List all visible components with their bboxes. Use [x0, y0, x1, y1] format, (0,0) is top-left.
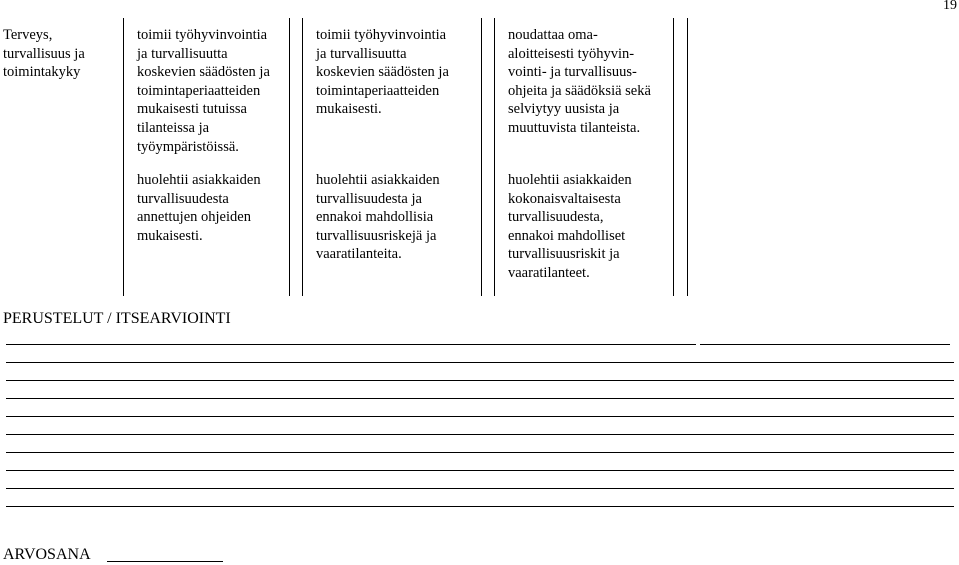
cell-line: toimintaperiaatteiden [137, 82, 261, 99]
writing-line[interactable] [6, 362, 954, 363]
cell-line: kokonaisvaltaisesta [508, 190, 621, 207]
writing-line[interactable] [6, 452, 954, 453]
cell-line: vaaratilanteita. [316, 246, 402, 263]
cell-line: toimii työhyvinvointia [316, 27, 447, 43]
cell-line: huolehtii asiakkaiden [316, 172, 440, 188]
cell-line: mukaisesti. [137, 227, 203, 244]
cell-line: ohjeita ja säädöksiä sekä [508, 82, 651, 99]
topic-line: toimintakyky [3, 64, 81, 81]
criteria-cell-r2-c2 [316, 171, 440, 264]
writing-line[interactable] [6, 506, 954, 507]
cell-line: toimintaperiaatteiden [316, 82, 440, 99]
cell-line: selviytyy uusista ja [508, 101, 620, 118]
criteria-cell-r2-c1 [137, 171, 261, 245]
grade-label: ARVOSANA [3, 546, 91, 563]
cell-line: ennakoi mahdollisia [316, 209, 434, 226]
writing-line[interactable] [6, 398, 954, 399]
table-column-border [494, 18, 495, 296]
cell-line: turvallisuudesta ja [316, 190, 422, 207]
page-number: 19 [943, 0, 957, 13]
table-column-border [123, 18, 124, 296]
cell-line: koskevien säädösten ja [137, 64, 270, 81]
cell-line: turvallisuusriskit ja [508, 246, 620, 263]
cell-line: turvallisuudesta [137, 190, 229, 207]
cell-line: annettujen ohjeiden [137, 209, 251, 226]
cell-line: noudattaa oma- [508, 27, 598, 43]
writing-line[interactable] [6, 470, 954, 471]
cell-line: vointi- ja turvallisuus- [508, 64, 637, 81]
writing-line[interactable] [6, 434, 954, 435]
cell-line: koskevien säädösten ja [316, 64, 449, 81]
cell-line: turvallisuudesta, [508, 209, 604, 226]
table-column-border [687, 18, 688, 296]
table-column-border [673, 18, 674, 296]
section-title-justification: PERUSTELUT / ITSEARVIOINTI [3, 310, 231, 327]
writing-line[interactable] [6, 416, 954, 417]
cell-line: ja turvallisuutta [316, 45, 407, 62]
topic-line: turvallisuus ja [3, 45, 85, 62]
table-column-border [289, 18, 290, 296]
writing-line[interactable] [6, 488, 954, 489]
cell-line: ennakoi mahdolliset [508, 227, 626, 244]
topic-cell [3, 26, 85, 82]
criteria-cell-r1-c2 [316, 26, 449, 119]
writing-line[interactable] [6, 344, 696, 345]
table-column-border [481, 18, 482, 296]
cell-line: toimii työhyvinvointia [137, 27, 268, 43]
grade-input-line[interactable] [107, 561, 223, 562]
cell-line: tilanteissa ja [137, 119, 210, 136]
cell-line: muuttuvista tilanteista. [508, 119, 641, 136]
writing-line[interactable] [6, 380, 954, 381]
topic-line: Terveys, [3, 27, 53, 43]
cell-line: mukaisesti. [316, 101, 382, 118]
cell-line: turvallisuusriskejä ja [316, 227, 437, 244]
cell-line: aloitteisesti työhyvin- [508, 45, 635, 62]
cell-line: huolehtii asiakkaiden [137, 172, 261, 188]
cell-line: vaaratilanteet. [508, 264, 590, 281]
writing-line[interactable] [700, 344, 950, 345]
cell-line: mukaisesti tutuissa [137, 101, 247, 118]
table-column-border [302, 18, 303, 296]
cell-line: huolehtii asiakkaiden [508, 172, 632, 188]
cell-line: ja turvallisuutta [137, 45, 228, 62]
criteria-cell-r1-c1 [137, 26, 270, 156]
cell-line: työympäristöissä. [137, 138, 239, 155]
criteria-cell-r1-c3 [508, 26, 651, 138]
criteria-cell-r2-c3 [508, 171, 632, 283]
